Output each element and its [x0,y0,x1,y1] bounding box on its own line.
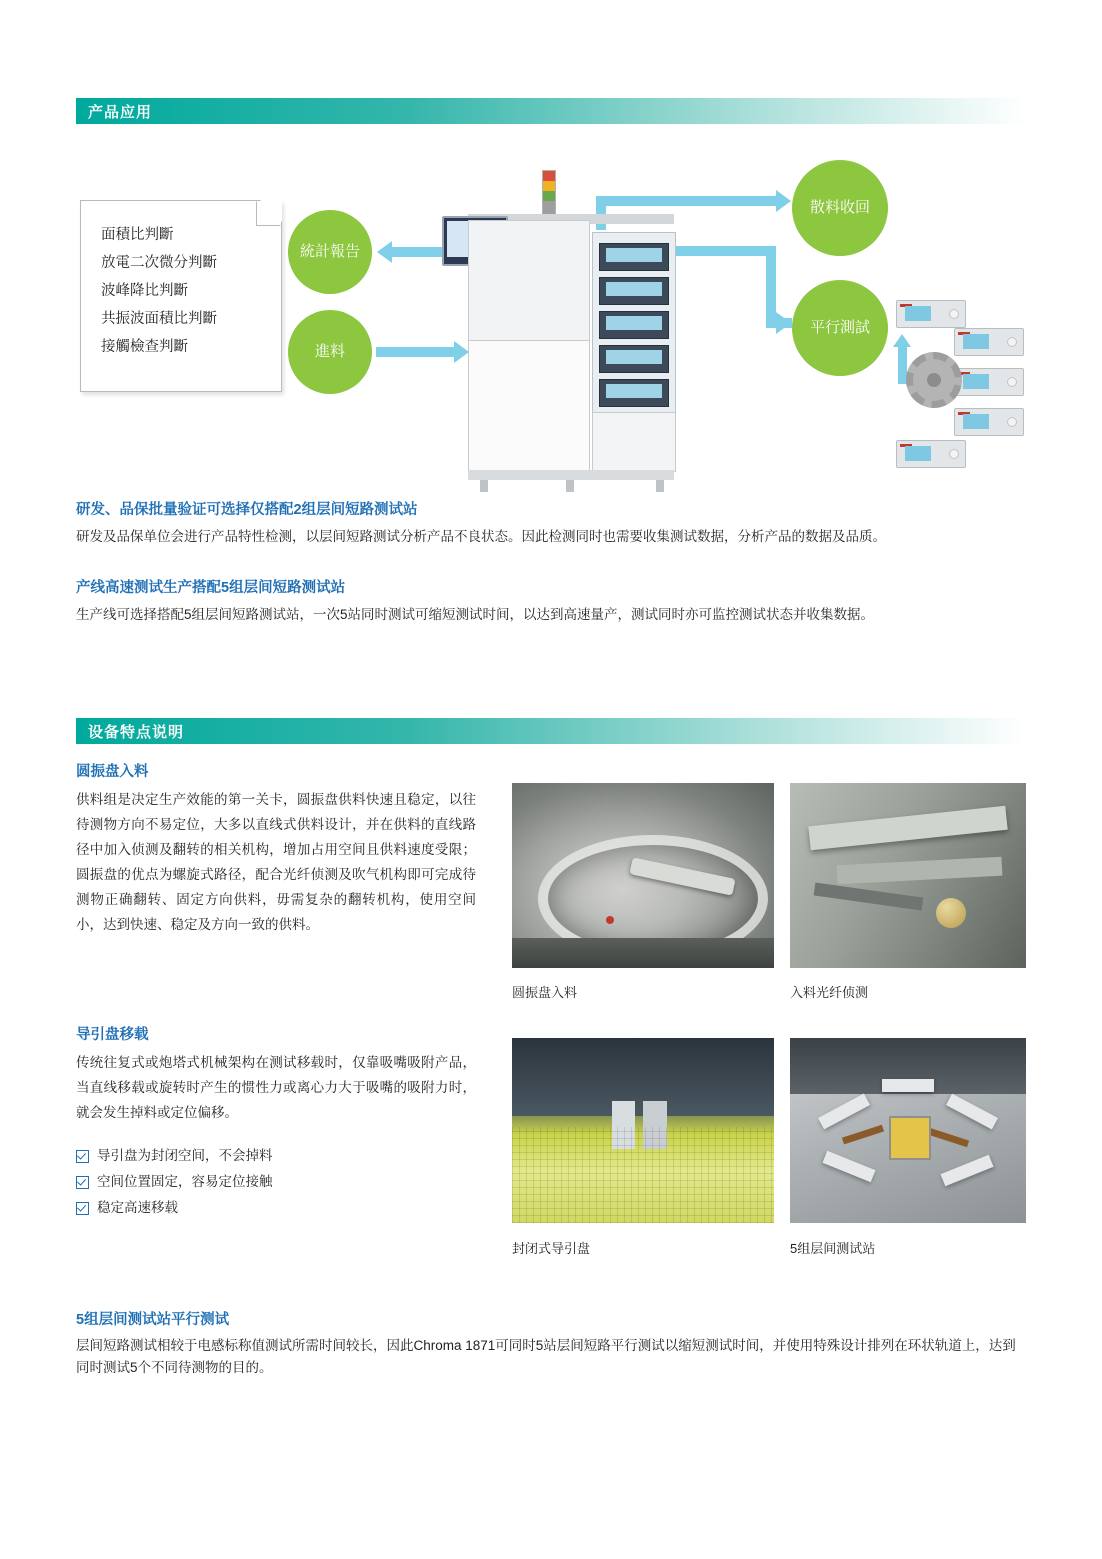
arrow-head-parallel [776,312,791,334]
feature-parallel-test [76,1308,1026,1379]
application-body-1: 研发及品保单位会进行产品特性检测，以层间短路测试分析产品不良状态。因此检测同时也需要收集测试数据，分析产品的数据及品质。 [76,529,886,544]
instrument-rack [592,232,676,414]
corner-fold-decor [256,201,281,226]
photo-bowl-feeder [512,783,774,968]
application-diagram [76,150,1026,490]
tester-unit [954,408,1024,436]
machine-leg [656,480,664,492]
feature-heading-1: 圆振盘入料 [76,764,149,780]
feature-body-3: 层间短路测试相较于电感标称值测试所需时间较长，因此Chroma 1871可同时5站层间短路平行测试以缩短测试时间，并使用特殊设计排列在环状轨道上，达到同时测试5个不同待测物的目的。 [76,1338,1016,1375]
checklist-label: 稳定高速移载 [97,1200,178,1215]
arrow-to-parallel-drop [766,246,776,328]
section-header-application [76,98,1026,124]
test-machine-illustration [416,170,716,480]
machine-lower-body [468,340,590,472]
section-title-features: 设备特点说明 [88,723,185,741]
feature-heading-3: 5组层间测试站平行测试 [76,1312,230,1328]
application-body-2: 生产线可选择搭配5组层间短路测试站，一次5站同时测试可缩短测试时间，以达到高速量产，测试同时亦可监控测试状态并收集数据。 [76,607,875,622]
application-heading-1: 研发、品保批量验证可选择仅搭配2组层间短路测试站 [76,502,418,518]
judgement-list [81,201,281,361]
bubble-collect-material: 散料收回 [792,160,888,256]
bubble-parallel-test: 平行測試 [792,280,888,376]
section-title-application: 产品应用 [88,103,153,121]
list-item: 放電二次微分判斷 [101,255,217,271]
photo-five-test-stations [790,1038,1026,1223]
photo-closed-guide-disk [512,1038,774,1223]
rotary-gear-icon [906,352,962,408]
caption-five-test-stations: 5组层间测试站 [790,1241,876,1256]
instrument-cluster [896,290,1022,470]
tester-unit [954,328,1024,356]
machine-base [468,470,674,480]
judgement-callout-box [80,200,282,392]
caption-fiber-detection: 入料光纤侦测 [790,985,869,1000]
feature-body-2: 传统往复式或炮塔式机械架构在测试移载时，仅靠吸嘴吸附产品，当直线移载或旋转时产生的惯性力或离心力大于吸嘴的吸附力时，就会发生掉料或定位偏移。 [76,1055,476,1120]
machine-cabinet [592,412,676,472]
check-icon [76,1176,89,1189]
list-item: 面積比判斷 [101,227,174,243]
feature-body-1: 供料组是决定生产效能的第一关卡，圆振盘供料快速且稳定，以往待测物方向不易定位，大多以直线式供料设计，并在供料的直线路径中加入侦测及翻转的相关机构，增加占用空间且供料速度受限；圆振盘的优点为螺旋式路径，配合光纤侦测及吹气机构即可完成待测物正确翻转、固定方向供料，毋需复杂的翻转机构，使用空间小，达到快速、稳定及方向一致的供料。 [76,792,476,932]
application-text-2 [76,578,1026,626]
section-header-features [76,718,1026,744]
checklist-label: 空间位置固定，容易定位接触 [97,1174,273,1189]
list-item: 接觸檢查判斷 [101,339,188,355]
photo-fiber-detection [790,783,1026,968]
check-icon [76,1202,89,1215]
list-item: 共振波面積比判斷 [101,311,217,327]
check-icon [76,1150,89,1163]
tester-unit [896,300,966,328]
tester-unit [954,368,1024,396]
application-heading-2: 产线高速测试生产搭配5组层间短路测试站 [76,580,346,596]
application-text-1 [76,500,1026,548]
caption-closed-guide-disk: 封闭式导引盘 [512,1241,591,1256]
bubble-statistics-report: 統計報告 [288,210,372,294]
list-item: 波峰降比判斷 [101,283,188,299]
tester-unit [896,440,966,468]
arrow-head-to-report [377,241,392,263]
arrow-head-collect [776,190,791,212]
caption-bowl-feeder: 圆振盘入料 [512,985,578,1000]
bubble-feed-material: 進料 [288,310,372,394]
machine-leg [480,480,488,492]
machine-leg [566,480,574,492]
feature-heading-2: 导引盘移载 [76,1027,149,1043]
checklist-label: 导引盘为封闭空间，不会掉料 [97,1148,273,1163]
